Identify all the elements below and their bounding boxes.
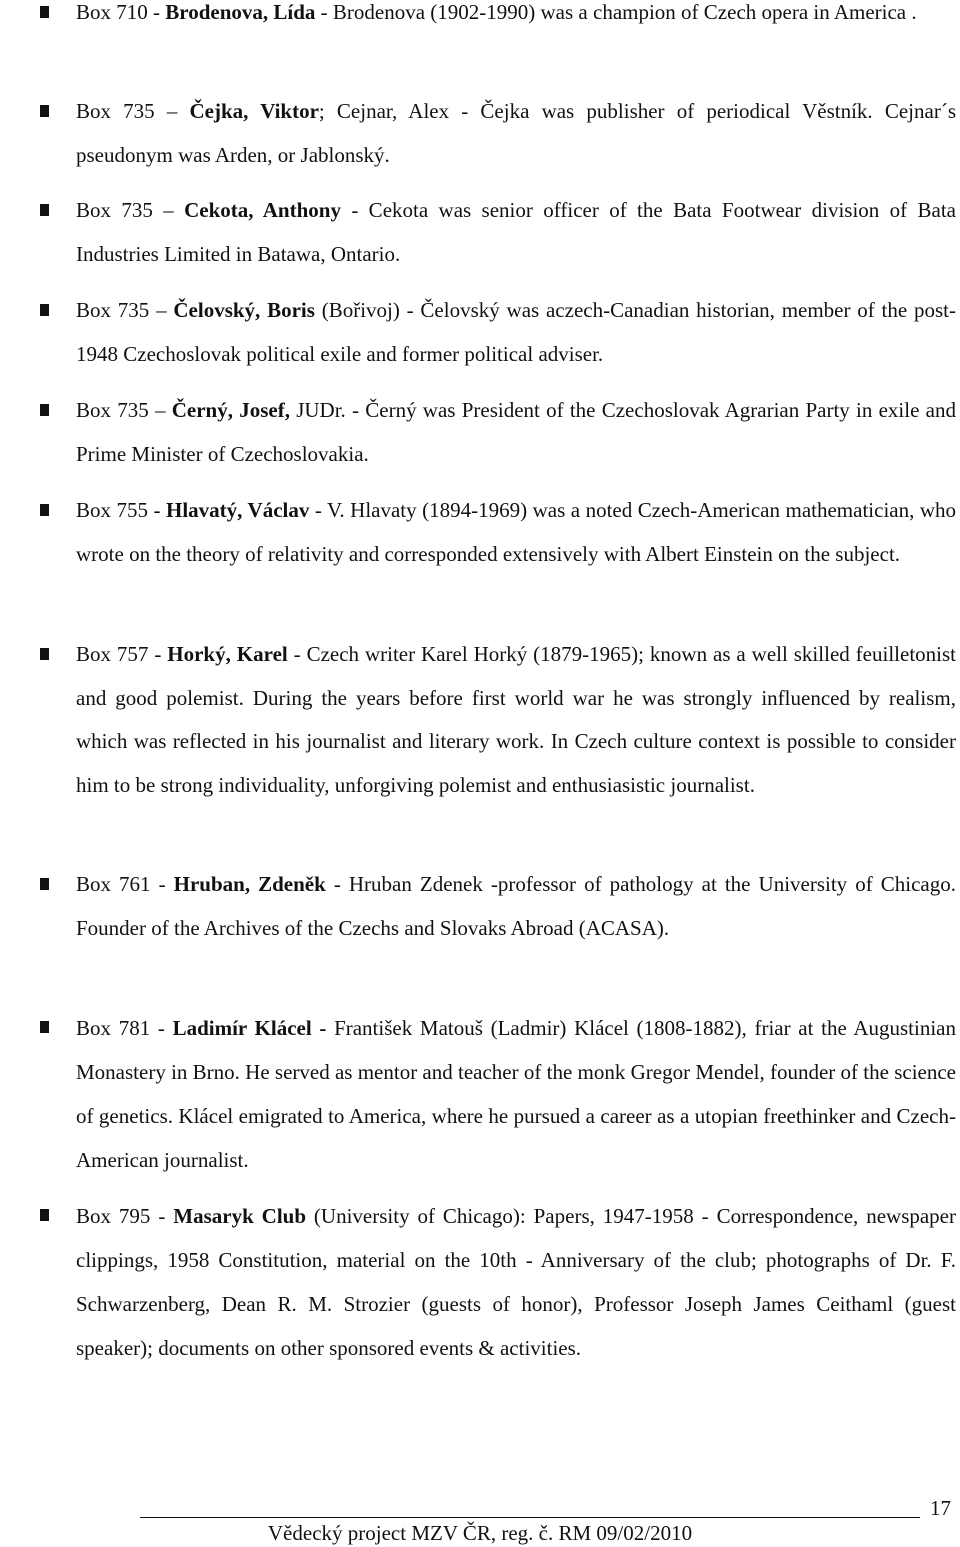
entry-box: Box 735 – (76, 99, 190, 123)
entry-name: Brodenova, Lída (165, 0, 316, 24)
bullet-icon (40, 204, 49, 216)
list-item (76, 389, 956, 476)
entry-name: Horký, Karel (167, 642, 288, 666)
footer-text: Vědecký project MZV ČR, reg. č. RM 09/02/2010 (267, 1521, 693, 1545)
bullet-icon (40, 648, 49, 660)
bullet-icon (40, 878, 49, 890)
list-item (76, 1194, 956, 1370)
entry-text: - Brodenova (1902-1990) was a champion of Czech opera in America . (315, 0, 917, 24)
entry-name: Hlavatý, Václav (166, 498, 310, 522)
bullet-icon (40, 1021, 49, 1033)
entry-box: Box 761 - (76, 872, 174, 896)
bullet-icon (40, 105, 49, 117)
entry-name: Hruban, Zdeněk (173, 872, 326, 896)
bullet-icon (40, 304, 49, 316)
list-item (76, 289, 956, 376)
entry-name: Čelovský, Boris (173, 298, 315, 322)
entry-text: - V. Hlavaty (1894-1969) was a noted Czech-American mathematician, who wrote on the theory of relativity and corresponded extensively with Albert Einstein on the subject. (76, 498, 957, 566)
bullet-icon (40, 404, 49, 416)
bullet-icon (40, 1209, 49, 1221)
list-item (76, 1006, 956, 1182)
entry-box: Box 735 – (76, 398, 172, 422)
entry-name: Masaryk Club (173, 1204, 307, 1228)
entry-text: - Cekota was senior officer of the Bata Footwear division of Bata Industries Limited in Batawa, Ontario. (76, 198, 956, 266)
entry-text: - Czech writer Karel Horký (1879-1965); known as a well skilled feuilletonist and good polemist. During the years before first world war he was strongly influenced by realism, which was reflected in his journalist and literary work. In Czech culture context is possible to consider him to be strong individuality, unforgiving polemist and enthusiasistic journalist. (76, 642, 957, 797)
list-item (76, 489, 956, 576)
list-item (76, 863, 956, 950)
entry-box: Box 710 - (76, 0, 166, 24)
entry-text: JUDr. - Černý was President of the Czechoslovak Agrarian Party in exile and Prime Minister of Czechoslovakia. (76, 398, 956, 466)
list-item (76, 0, 956, 35)
entry-name: Čejka, Viktor (189, 99, 319, 123)
entry-name: Cekota, Anthony (184, 198, 341, 222)
list-item (76, 633, 956, 807)
bullet-icon (40, 6, 49, 18)
entry-box: Box 735 – (76, 198, 185, 222)
entry-box: Box 735 – (76, 298, 174, 322)
entry-box: Box 755 - (76, 498, 166, 522)
entry-text: (University of Chicago): Papers, 1947-1958 - Correspondence, newspaper clippings, 1958 Constitution, material on the 10th - Anniversary of the club; photographs of Dr. F. Schwarzenberg, Dean R. M. Strozier (guests of honor), Professor Joseph James Ceithaml (guest speaker); documents on other sponsored events & activities. (76, 1204, 956, 1360)
list-item (76, 189, 956, 276)
entry-text: ; Cejnar, Alex - Čejka was publisher of periodical Věstník. Cejnar´s pseudonym was Arden, or Jablonský. (76, 99, 956, 167)
footer-divider (140, 1517, 920, 1518)
entry-text: (Bořivoj) - Čelovský was aczech-Canadian historian, member of the post-1948 Czechoslovak political exile and former political adviser. (76, 298, 957, 366)
entry-text: František Matouš (Ladmir) Klácel (1808-1882), friar at the Augustinian Monastery in Brno. He served as mentor and teacher of the monk Gregor Mendel, founder of the science of genetics. Klácel emigrated to America, where he pursued a career as a utopian freethinker and Czech-American journalist. (76, 1016, 956, 1172)
list-item (76, 90, 956, 177)
entry-box: Box 757 - (76, 642, 168, 666)
entry-text: - Hruban Zdenek -professor of pathology at the University of Chicago. Founder of the Archives of the Czechs and Slovaks Abroad (ACASA). (76, 872, 956, 940)
page-number: 17 (930, 1496, 951, 1520)
entry-box: Box 795 - (76, 1204, 174, 1228)
bullet-icon (40, 504, 49, 516)
entry-box: Box 781 - (76, 1016, 173, 1040)
entry-name: Černý, Josef, (171, 398, 290, 422)
entry-name: Ladimír Klácel - (172, 1016, 327, 1040)
